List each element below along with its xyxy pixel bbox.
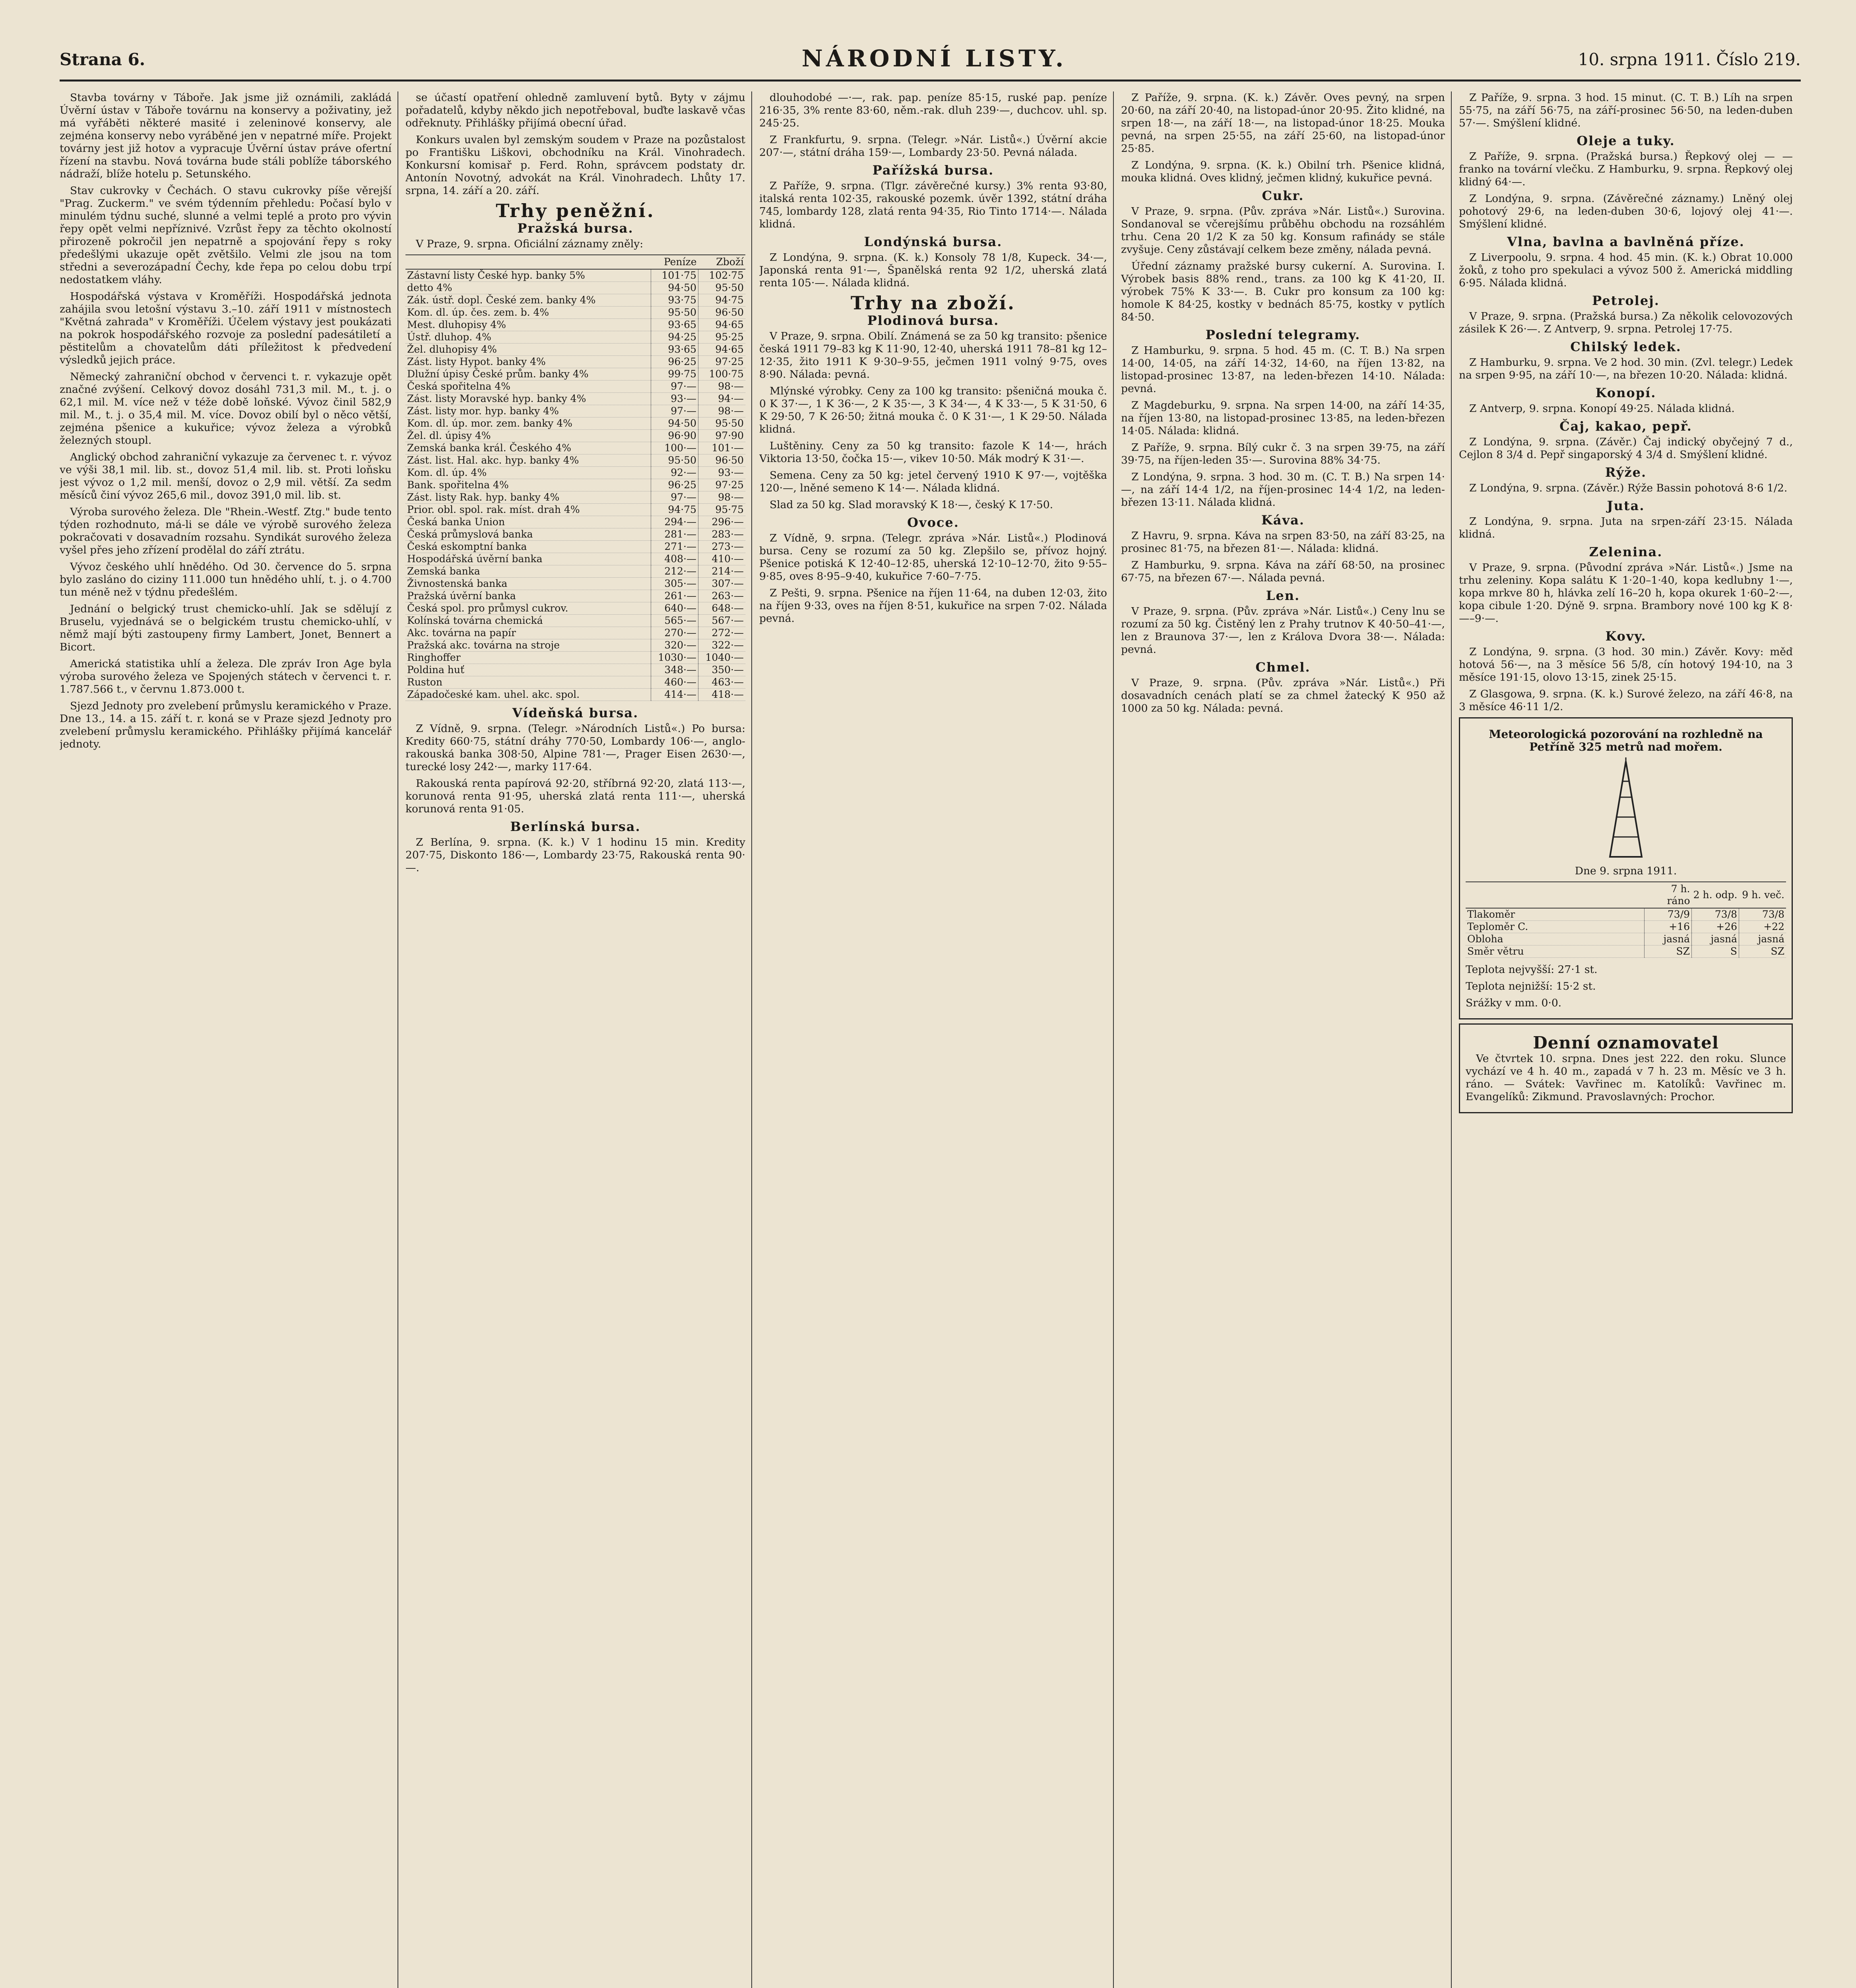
security-name: Prior. obl. spol. rak. míst. drah 4%	[405, 504, 651, 516]
weather-value: +22	[1739, 921, 1786, 933]
article-text: Americká statistika uhlí a železa. Dle zpráv Iron Age byla výroba surového železa ve Spojených státech v červenci t. r. 1.787.566 t., v červnu 1.873.000 t.	[60, 658, 392, 695]
page-number: Strana 6.	[60, 50, 145, 69]
security-name: Kom. dl. úp. mor. zem. banky 4%	[405, 417, 651, 430]
price-goods: 98·—	[698, 491, 746, 504]
weather-label: Tlakoměr	[1466, 908, 1645, 921]
table-row	[405, 615, 745, 627]
security-name: Dlužní úpisy České prům. banky 4%	[405, 368, 651, 381]
price-goods: 95·75	[698, 504, 746, 516]
article-text: Mlýnské výrobky. Ceny za 100 kg transito: pšeničná mouka č. 0 K 37·—, 1 K 36·—, 2 K 35·—, 3 K 34·—, 4 K 33·—, 5 K 31·50, 6 K 29·50, 7 K 26·50; žitná mouka č. 0 K 31·—, 1 K 29·50. Nálada klidná.	[759, 385, 1107, 435]
price-goods: 95·50	[698, 282, 746, 294]
table-row	[405, 393, 745, 405]
price-goods: 96·50	[698, 307, 746, 319]
price-goods: 97·90	[698, 430, 746, 442]
weather-value: +26	[1692, 921, 1739, 933]
article-text: Z Hamburku, 9. srpna. Káva na září 68·50, na prosinec 67·75, na březen 67·—. Nálada pevná.	[1121, 559, 1445, 584]
security-name: Česká průmyslová banka	[405, 528, 651, 541]
article-text: Z Paříže, 9. srpna. (Pražská bursa.) Řepkový olej — — franko na tovární vlečku. Z Hamburku, 9. srpna. Řepkový olej klidný 64·—.	[1459, 150, 1793, 188]
price-goods: 100·75	[698, 368, 746, 381]
article-text: Z Paříže, 9. srpna. (K. k.) Závěr. Oves pevný, na srpen 20·60, na září 20·40, na listopad-únor 20·95. Žito klidné, na srpen 18·—, na září 18·—, na listopad-únor 18·25. Mouka pevná, na srpen 25·55, na září 25·60, na listopad-únor 25·85.	[1121, 91, 1445, 155]
column-2	[405, 91, 745, 1988]
price-goods: 97·25	[698, 479, 746, 491]
price-goods: 322·—	[698, 639, 746, 652]
exchange-table	[405, 254, 745, 701]
price-money: 97·—	[651, 491, 698, 504]
price-money: 93·75	[651, 294, 698, 307]
table-row	[405, 689, 745, 701]
price-goods: 214·—	[698, 565, 746, 578]
article-text: Z Paříže, 9. srpna. 3 hod. 15 minut. (C. T. B.) Líh na srpen 55·75, na září 56·75, na září-prosinec 56·50, na leden-duben 57·—. Smýšlení klidné.	[1459, 91, 1793, 129]
security-name: Zást. listy mor. hyp. banky 4%	[405, 405, 651, 417]
price-money: 460·—	[651, 676, 698, 689]
article-text: Slad za 50 kg. Slad moravský K 18·—, český K 17·50.	[770, 499, 1053, 511]
price-goods: 273·—	[698, 541, 746, 553]
security-name: Mest. dluhopisy 4%	[405, 319, 651, 331]
article-text: se účastí opatření ohledně zamluvení bytů. Byty v zájmu pořadatelů, kdyby někdo jich nepotřeboval, buďte laskavě včas odřeknuty. Přihlášky přijímá obecní úřad.	[405, 91, 745, 129]
price-money: 271·—	[651, 541, 698, 553]
security-name: Kolínská továrna chemická	[405, 615, 651, 627]
article-text: Z Londýna, 9. srpna. Juta na srpen-září 23·15. Nálada klidná.	[1459, 515, 1793, 540]
newspaper-title: NÁRODNÍ LISTY.	[801, 45, 1067, 72]
table-row	[405, 491, 745, 504]
article-text: Z Londýna, 9. srpna. (K. k.) Konsoly 78 1/8, Kupeck. 34·—, Japonská renta 91·—, Španělská renta 92 1/2, uherská zlatá renta 105·—. Nálada klidná.	[759, 251, 1107, 289]
column-3	[759, 91, 1107, 1988]
security-name: Pražská úvěrní banka	[405, 590, 651, 602]
price-money: 96·90	[651, 430, 698, 442]
price-goods: 410·—	[698, 553, 746, 565]
security-name: Zástavní listy České hyp. banky 5%	[405, 269, 651, 282]
security-name: Pražská akc. továrna na stroje	[405, 639, 651, 652]
article-text: Z Londýna, 9. srpna. 3 hod. 30 m. (C. T. B.) Na srpen 14·—, na září 14·4 1/2, na říjen-prosinec 14·4 1/2, na leden-březen 13·11. Nálada klidná.	[1121, 471, 1445, 509]
price-goods: 95·50	[698, 417, 746, 430]
security-name: Ringhoffer	[405, 652, 651, 664]
security-name: Zemská banka král. Českého 4%	[405, 442, 651, 454]
security-name: Živnostenská banka	[405, 578, 651, 590]
table-row	[405, 307, 745, 319]
security-name: Zást. listy Moravské hyp. banky 4%	[405, 393, 651, 405]
price-money: 97·—	[651, 381, 698, 393]
subsection-heading: Cukr.	[1262, 188, 1304, 203]
weather-col-header: 2 h. odp.	[1692, 882, 1739, 908]
price-money: 94·50	[651, 417, 698, 430]
weather-value: 73/8	[1739, 908, 1786, 921]
price-money: 97·—	[651, 405, 698, 417]
table-row	[405, 565, 745, 578]
table-row	[405, 528, 745, 541]
table-row	[405, 590, 745, 602]
weather-value: 73/8	[1692, 908, 1739, 921]
security-name: Hospodářská úvěrní banka	[405, 553, 651, 565]
subsection-heading: Chmel.	[1255, 660, 1311, 675]
security-name: Zást. list. Hal. akc. hyp. banky 4%	[405, 454, 651, 467]
subsection-heading: Petrolej.	[1592, 293, 1660, 308]
table-row	[405, 553, 745, 565]
price-money: 101·75	[651, 269, 698, 282]
issue-date: 10. srpna 1911. Číslo 219.	[1578, 50, 1801, 69]
article-text: Sjezd Jednoty pro zvelebení průmyslu keramického v Praze. Dne 13., 14. a 15. září t. r. koná se v Praze sjezd Jednoty pro zvelebení průmyslu keramického. Přihlášky přijímá kancelář jednoty.	[60, 700, 392, 750]
table-row	[405, 454, 745, 467]
security-name: Česká spol. pro průmysl cukrov.	[405, 602, 651, 615]
article-text: Německý zahraniční obchod v červenci t. r. vykazuje opět značné zvýšení. Celkový dovoz dosáhl 731,3 mil. M., t. j. o 62,1 mil. M. více než v téže době loňské. Vývoz činil 582,9 mil. M., t. j. o 35,4 mil. M. více. Dovoz obilí byl o něco větší, zejména pšenice a kukuřice; vývoz železa a výrobků železných stoupl.	[60, 371, 392, 447]
weather-value: +16	[1645, 921, 1692, 933]
daily-announcer-title: Denní oznamovatel	[1533, 1033, 1719, 1052]
table-row	[405, 541, 745, 553]
article-text: V Praze, 9. srpna. Obilí. Známená se za 50 kg transito: pšenice česká 1911 79–83 kg K 11·90, 12·40, uherská 1911 78–81 kg 12–12·35, žito 1911 K 9·30–9·55, ječmen 1911 volný 9·75, oves 8·90. Nálada: pevná.	[759, 330, 1107, 381]
security-name: Poldina huť	[405, 664, 651, 676]
price-goods: 98·—	[698, 381, 746, 393]
table-row	[405, 381, 745, 393]
price-goods: 272·—	[698, 627, 746, 639]
weather-rain: Srážky v mm. 0·0.	[1466, 997, 1562, 1009]
price-money: 212·—	[651, 565, 698, 578]
weather-row	[1466, 933, 1786, 945]
price-goods: 263·—	[698, 590, 746, 602]
subsection-heading: Londýnská bursa.	[864, 234, 1003, 249]
price-goods: 96·50	[698, 454, 746, 467]
security-name: Ruston	[405, 676, 651, 689]
weather-row	[1466, 921, 1786, 933]
article-text: V Praze, 9. srpna. (Pův. zpráva »Nár. Listů«.) Ceny lnu se rozumí za 50 kg. Čistěný len z Prahy trutnov K 40·50–41·—, len z Braunova 37·—, len z Králova Dvora 38·—. Nálada: pevná.	[1121, 605, 1445, 656]
subsection-heading: Berlínská bursa.	[510, 819, 641, 834]
article-text: Z Londýna, 9. srpna. (K. k.) Obilní trh. Pšenice klidná, mouka klidná. Oves klidný, ječmen klidný, kukuřice pevná.	[1121, 159, 1445, 184]
price-goods: 350·—	[698, 664, 746, 676]
table-row	[405, 282, 745, 294]
price-money: 93·65	[651, 344, 698, 356]
table-row	[405, 294, 745, 307]
article-text: V Praze, 9. srpna. (Pražská bursa.) Za několik celovozových zásilek K 26·—. Z Antverp, 9. srpna. Petrolej 17·75.	[1459, 310, 1793, 335]
security-name: Kom. dl. úp. 4%	[405, 467, 651, 479]
weather-label: Obloha	[1466, 933, 1645, 945]
article-text: Z Hamburku, 9. srpna. Ve 2 hod. 30 min. (Zvl. telegr.) Ledek na srpen 9·95, na září 10·—, na březen 10·20. Nálada: klidná.	[1459, 356, 1793, 381]
column-1	[60, 91, 392, 1988]
table-row	[405, 269, 745, 282]
weather-value: SZ	[1739, 945, 1786, 958]
security-name: Zást. listy Rak. hyp. banky 4%	[405, 491, 651, 504]
table-row	[405, 442, 745, 454]
article-text: Anglický obchod zahraniční vykazuje za červenec t. r. vývoz ve výši 38,1 mil. lib. st., dovoz 51,4 mil. lib. st. Proti loňsku jest vývoz o 1,2 mil. menší, dovoz o 2,9 mil. větší. Za sedm měsíců činí vývoz 265,6 mil., dovoz 391,0 mil. lib. st.	[60, 451, 392, 501]
column-divider	[1451, 91, 1452, 1988]
security-name: Zást. listy Hypot. banky 4%	[405, 356, 651, 368]
price-goods: 567·—	[698, 615, 746, 627]
article-text: Z Paříže, 9. srpna. (Tlgr. závěrečné kursy.) 3% renta 93·80, italská renta 102·35, rakouské pozemk. úvěr 1392, státní dráha 745, lombardy 128, zlatá renta 94·35, Rio Tinto 1714·—. Nálada klidná.	[759, 180, 1107, 230]
article-text: Semena. Ceny za 50 kg: jetel červený 1910 K 97·—, vojtěška 120·—, lněné semeno K 14·—. Nálada klidná.	[759, 469, 1107, 494]
security-name: Česká spořitelna 4%	[405, 381, 651, 393]
table-row	[405, 664, 745, 676]
petrin-tower-icon	[1602, 757, 1650, 861]
table-row	[405, 602, 745, 615]
price-goods: 283·—	[698, 528, 746, 541]
article-text: Jednání o belgický trust chemicko-uhlí. Jak se sdělují z Bruselu, vyjednává se o belgickém trustu chemicko-uhlí, v němž mají býti zastoupeny firmy Lambert, Jonet, Bennert a Bicort.	[60, 603, 392, 653]
price-goods: 97·25	[698, 356, 746, 368]
security-name: Akc. továrna na papír	[405, 627, 651, 639]
subsection-heading: Vlna, bavlna a bavlněná příze.	[1507, 234, 1745, 249]
column-divider	[1113, 91, 1114, 1988]
weather-date: Dne 9. srpna 1911.	[1575, 865, 1677, 877]
price-money: 305·—	[651, 578, 698, 590]
subsection-heading: Káva.	[1261, 513, 1305, 528]
article-text: Z Berlína, 9. srpna. (K. k.) V 1 hodinu 15 min. Kredity 207·75, Diskonto 186·—, Lombardy 23·75, Rakouská renta 90·—.	[405, 836, 745, 874]
security-name: Bank. spořitelna 4%	[405, 479, 651, 491]
article-text: Úřední záznamy pražské bursy cukerní. A. Surovina. I. Výrobek basis 88% rend., trans. za 100 kg K 41·20, II. výrobek 75% K 33·—. B. Cukr pro konsum za 100 kg: homole K 84·25, kostky v bednách 85·75, kostky v pytlích 84·50.	[1121, 260, 1445, 323]
security-name: Česká banka Union	[405, 516, 651, 528]
table-row	[405, 652, 745, 664]
subsection-heading: Pražská bursa.	[517, 221, 634, 236]
table-row	[405, 578, 745, 590]
security-name: detto 4%	[405, 282, 651, 294]
price-goods: 463·—	[698, 676, 746, 689]
table-row	[405, 676, 745, 689]
subsection-heading: Oleje a tuky.	[1577, 133, 1675, 148]
subsection-heading: Len.	[1266, 588, 1300, 603]
weather-label: Teploměr C.	[1466, 921, 1645, 933]
article-text: Z Liverpoolu, 9. srpna. 4 hod. 45 min. (K. k.) Obrat 10.000 žoků, z toho pro spekulaci a vývoz 500 ž. Americká middling 6·95. Nálada klidná.	[1459, 251, 1793, 289]
weather-value: jasná	[1692, 933, 1739, 945]
security-name: Ústř. dluhop. 4%	[405, 331, 651, 344]
subsection-heading: Vídeňská bursa.	[512, 705, 639, 720]
price-goods: 648·—	[698, 602, 746, 615]
article-text: Konkurs uvalen byl zemským soudem v Praze na pozůstalost po Františku Liškovi, obchodníku na Král. Vinohradech. Konkursní komisař p. Ferd. Rohn, správcem podstaty dr. Antonín Novotný, advokát na Král. Vinohradech. Lhůty 17. srpna, 14. září a 20. září.	[405, 134, 745, 197]
weather-max: Teplota nejvyšší: 27·1 st.	[1466, 963, 1598, 976]
price-goods: 98·—	[698, 405, 746, 417]
weather-value: jasná	[1739, 933, 1786, 945]
table-row	[405, 319, 745, 331]
table-row	[405, 344, 745, 356]
article-text: Z Londýna, 9. srpna. (Závěr.) Rýže Bassin pohotová 8·6 1/2.	[1469, 482, 1788, 494]
article-text: Z Vídně, 9. srpna. (Telegr. zpráva »Nár. Listů«.) Plodinová bursa. Ceny se rozumí za 50 kg. Zlepšilo se, přívoz hojný. Pšenice potiská K 12·40–12·85, uherská 12·10–12·70, žito 9·55–9·85, oves 8·95–9·40, kukuřice 7·60–7·75.	[759, 532, 1107, 582]
column-4	[1121, 91, 1445, 1988]
article-text: V Praze, 9. srpna. (Pův. zpráva »Nár. Listů«.) Při dosavadních cenách platí se za chmel žatecký K 950 až 1000 za 50 kg. Nálada: pevná.	[1121, 677, 1445, 714]
table-row	[405, 516, 745, 528]
table-row	[405, 627, 745, 639]
security-name: Zák. ústř. dopl. České zem. banky 4%	[405, 294, 651, 307]
price-money: 281·—	[651, 528, 698, 541]
price-money: 94·50	[651, 282, 698, 294]
price-goods: 94·75	[698, 294, 746, 307]
table-row	[405, 368, 745, 381]
price-goods: 94·—	[698, 393, 746, 405]
weather-label: Směr větru	[1466, 945, 1645, 958]
security-name: Česká eskomptní banka	[405, 541, 651, 553]
subsection-heading: Čaj, kakao, pepř.	[1559, 419, 1692, 434]
subsection-heading: Plodinová bursa.	[867, 313, 999, 328]
price-money: 99·75	[651, 368, 698, 381]
weather-table	[1466, 881, 1786, 958]
weather-row	[1466, 908, 1786, 921]
price-goods: 102·75	[698, 269, 746, 282]
article-text: Z Londýna, 9. srpna. (Závěr.) Čaj indický obyčejný 7 d., Cejlon 8 3/4 d. Pepř singaporský 4 3/4 d. Smýšlení klidné.	[1459, 436, 1793, 461]
price-goods: 101·—	[698, 442, 746, 454]
column-divider	[751, 91, 752, 1988]
article-text: Stavba továrny v Táboře. Jak jsme již oznámili, zakládá Úvěrní ústav v Táboře továrnu na konservy a poživatiny, jež má vyřáběti některé masité i zeleninové konservy, ale zejména konservy nebo vyráběné jen v nepatrné míře. Projekt továrny jest již hotov a vypracuje Úvěrní ústav práve ofertní řízení na stavbu. Nová továrna bude stáli poblíže táborského nádraží, blíže hotelu p. Setunského.	[60, 91, 392, 180]
security-name: Žel. dl. úpisy 4%	[405, 430, 651, 442]
weather-row	[1466, 945, 1786, 958]
price-money: 95·50	[651, 454, 698, 467]
article-text: dlouhodobé —·—, rak. pap. peníze 85·15, ruské pap. peníze 216·35, 3% rente 83·60, něm.-rak. dluh 239·—, duchcov. uhl. sp. 245·25.	[759, 91, 1107, 129]
weather-col-header: 7 h. ráno	[1645, 882, 1692, 908]
price-money: 270·—	[651, 627, 698, 639]
table-row	[405, 467, 745, 479]
weather-min: Teplota nejnižší: 15·2 st.	[1466, 980, 1596, 992]
column-5	[1459, 91, 1793, 1988]
price-money: 1030·—	[651, 652, 698, 664]
table-row	[405, 331, 745, 344]
price-money: 408·—	[651, 553, 698, 565]
price-goods: 307·—	[698, 578, 746, 590]
subsection-heading: Konopí.	[1595, 385, 1656, 400]
price-money: 93·65	[651, 319, 698, 331]
price-money: 96·25	[651, 479, 698, 491]
price-money: 565·—	[651, 615, 698, 627]
section-heading: Trhy na zboží.	[850, 292, 1016, 314]
col-header-goods: Zboží	[698, 255, 746, 269]
daily-announcer-box	[1459, 1023, 1793, 1113]
masthead	[60, 42, 1801, 82]
price-goods: 94·65	[698, 319, 746, 331]
table-row	[405, 356, 745, 368]
price-goods: 94·65	[698, 344, 746, 356]
security-name: Kom. dl. úp. čes. zem. b. 4%	[405, 307, 651, 319]
article-text: Z Antverp, 9. srpna. Konopí 49·25. Nálada klidná.	[1469, 402, 1735, 415]
subsection-heading: Chilský ledek.	[1570, 339, 1681, 354]
article-text: Z Londýna, 9. srpna. (3 hod. 30 min.) Závěr. Kovy: měď hotová 56·—, na 3 měsíce 56 5/8, cín hotový 194·10, na 3 měsíce 191·15, olovo 13·15, zinek 25·15.	[1459, 646, 1793, 683]
article-text: V Praze, 9. srpna. (Původní zpráva »Nár. Listů«.) Jsme na trhu zeleniny. Kopa salátu K 1·20–1·40, kopa kedlubny 1·—, kopa mrkve 80 h, hlávka zelí 16–20 h, kopa okurek 1·60–2·—, kopa cibule 1·20. Dýně 9. srpna. Brambory nové 100 kg K 8·—–9·—.	[1459, 561, 1793, 625]
article-text: Z Frankfurtu, 9. srpna. (Telegr. »Nár. Listů«.) Úvěrní akcie 207·—, státní dráha 159·—, Lombardy 23·50. Pevná nálada.	[759, 134, 1107, 159]
dateline: V Praze, 9. srpna. Oficiální záznamy zněly:	[416, 238, 644, 250]
article-text: Hospodářská výstava v Kroměříži. Hospodářská jednota zahájila svou letošní výstavu 3.–10. září 1911 v místnostech "Květná zahrada" v Kroměříži. Účelem výstavy jest poukázati na pokrok hospodářského rozvoje za poslední padesátiletí a pěstitelům a chovatelům dáti příležitost k předvedení výsledků jejich práce.	[60, 290, 392, 366]
price-goods: 93·—	[698, 467, 746, 479]
price-money: 94·75	[651, 504, 698, 516]
article-text: Z Vídně, 9. srpna. (Telegr. »Národních Listů«.) Po bursa: Kredity 660·75, státní dráhy 770·50, Lombardy 106·—, anglo-rakouská banka 308·50, Alpine 781·—, Prager Eisen 2630·—, turecké losy 242·—, marky 117·64.	[405, 722, 745, 773]
weather-value: SZ	[1645, 945, 1692, 958]
subsection-heading: Poslední telegramy.	[1205, 327, 1361, 342]
security-name: Západočeské kam. uhel. akc. spol.	[405, 689, 651, 701]
price-money: 261·—	[651, 590, 698, 602]
subsection-heading: Zelenina.	[1589, 544, 1663, 559]
security-name: Žel. dluhopisy 4%	[405, 344, 651, 356]
price-money: 294·—	[651, 516, 698, 528]
article-text: Z Hamburku, 9. srpna. 5 hod. 45 m. (C. T. B.) Na srpen 14·00, 14·05, na září 14·32, 14·60, na říjen 13·82, na listopad-prosinec 13·87, na leden-březen 14·10. Nálada: pevná.	[1121, 344, 1445, 395]
article-text: Z Pešti, 9. srpna. Pšenice na říjen 11·64, na duben 12·03, žito na říjen 9·33, oves na říjen 8·51, kukuřice na srpen 7·02. Nálada pevná.	[759, 587, 1107, 625]
price-goods: 296·—	[698, 516, 746, 528]
price-goods: 1040·—	[698, 652, 746, 664]
article-text: Z Havru, 9. srpna. Káva na srpen 83·50, na září 83·25, na prosinec 81·75, na březen 81·—. Nálada: klidná.	[1121, 530, 1445, 555]
article-text: Výroba surového železa. Dle "Rhein.-Westf. Ztg." bude tento týden rozhodnuto, má-li se dále ve výrobě surového železa pokračovati v dosavadním rozsahu. Syndikát surového železa vyšel přes jeho zřízení prodělal do září ztrátu.	[60, 506, 392, 556]
table-row	[405, 504, 745, 516]
subsection-heading: Juta.	[1607, 498, 1645, 513]
price-goods: 418·—	[698, 689, 746, 701]
weather-col-header: 9 h. več.	[1739, 882, 1786, 908]
price-money: 640·—	[651, 602, 698, 615]
price-money: 95·50	[651, 307, 698, 319]
article-text: Z Magdeburku, 9. srpna. Na srpen 14·00, na září 14·35, na říjen 13·80, na listopad-prosinec 13·85, na leden-březen 14·05. Nálada: klidná.	[1121, 399, 1445, 437]
article-text: Vývoz českého uhlí hnědého. Od 30. července do 5. srpna bylo zasláno do ciziny 111.000 tun hnědého uhlí, t. j. o 4.700 tun méně než v týdnu předešlém.	[60, 561, 392, 598]
security-name: Zemská banka	[405, 565, 651, 578]
subsection-heading: Pařížská bursa.	[872, 163, 994, 178]
col-header-money: Peníze	[651, 255, 698, 269]
article-text: Luštěniny. Ceny za 50 kg transito: fazole K 14·—, hrách Viktoria 13·50, čočka 15·—, vikev 10·50. Mák modrý K 31·—.	[759, 440, 1107, 465]
table-row	[405, 430, 745, 442]
price-goods: 95·25	[698, 331, 746, 344]
article-text: Z Glasgowa, 9. srpna. (K. k.) Surové železo, na září 46·8, na 3 měsíce 46·11 1/2.	[1459, 688, 1793, 713]
table-row	[405, 417, 745, 430]
price-money: 92·—	[651, 467, 698, 479]
table-row	[405, 639, 745, 652]
table-row	[405, 405, 745, 417]
weather-value: jasná	[1645, 933, 1692, 945]
weather-value: 73/9	[1645, 908, 1692, 921]
article-text: Stav cukrovky v Čechách. O stavu cukrovky píše věrejší "Prag. Zuckerm." ve svém týdenním přehledu: Počasí bylo v minulém týdnu suché, slunné a velmi teplé a proto pro vývin řepy opět velmi nepříznivé. Vzrůst řepy za těchto okolností přirozeně pokročil jen nepatrně a spojování řepy s roky předešlými ukazuje opět zvětšilo. Velmi zle jsou na tom středni a severozápadní Čechy, kde řepa po celou dobu trpí nedostatkem vláhy.	[60, 184, 392, 286]
weather-title: Meteorologická pozorování na rozhledně na Petříně 325 metrů nad mořem.	[1489, 728, 1763, 753]
article-text: Z Londýna, 9. srpna. (Závěrečné záznamy.) Lněný olej pohotový 29·6, na leden-duben 30·6, lojový olej 41·—. Smýšlení klidné.	[1459, 192, 1793, 230]
price-money: 96·25	[651, 356, 698, 368]
subsection-heading: Ovoce.	[907, 515, 959, 530]
price-money: 348·—	[651, 664, 698, 676]
weather-box	[1459, 717, 1793, 1019]
daily-announcer-text: Ve čtvrtek 10. srpna. Dnes jest 222. den roku. Slunce vychází ve 4 h. 40 m., zapadá v 7 h. 23 m. Měsíc ve 3 h. ráno. — Svátek: Vavřinec m. Katolíků: Vavřinec m. Evangelíků: Zikmund. Pravoslavných: Prochor.	[1466, 1052, 1786, 1103]
price-money: 414·—	[651, 689, 698, 701]
price-money: 93·—	[651, 393, 698, 405]
article-text: Rakouská renta papírová 92·20, stříbrná 92·20, zlatá 113·—, korunová renta 91·95, uherská zlatá renta 111·—, uherská korunová renta 91·05.	[405, 777, 745, 815]
weather-value: S	[1692, 945, 1739, 958]
table-row	[405, 479, 745, 491]
subsection-heading: Kovy.	[1605, 629, 1647, 644]
article-text: V Praze, 9. srpna. (Pův. zpráva »Nár. Listů«.) Surovina. Sondanoval se včerejšímu průběhu obchodu na rozsáhlém trhu. Cena 20 1/2 K za 50 kg. Konsum rafinády se stále zvyšuje. Ceny zůstávají celkem beze změny, nálada pevná.	[1121, 205, 1445, 256]
price-money: 94·25	[651, 331, 698, 344]
price-money: 100·—	[651, 442, 698, 454]
section-heading: Trhy peněžní.	[496, 200, 655, 221]
price-money: 320·—	[651, 639, 698, 652]
article-text: Z Paříže, 9. srpna. Bílý cukr č. 3 na srpen 39·75, na září 39·75, na říjen-leden 35·—. Surovina 88% 34·75.	[1121, 441, 1445, 466]
subsection-heading: Rýže.	[1605, 465, 1647, 480]
